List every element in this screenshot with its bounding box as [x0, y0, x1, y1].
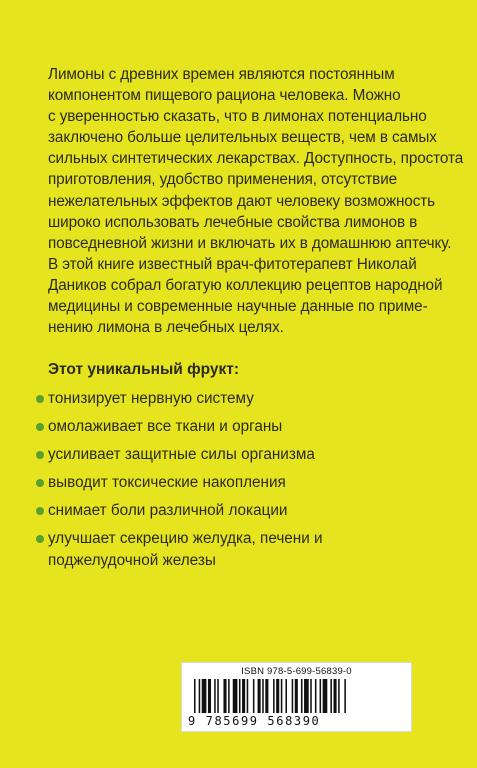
barcode-bar [295, 679, 298, 713]
barcode-bar [292, 679, 294, 713]
bullet-dot-icon [36, 479, 44, 487]
description-line: сильных синтетических лекарствах. Доступность, простота [48, 150, 464, 168]
description-line: приготовления, удобство применения, отсутствие [48, 171, 398, 189]
barcode-bar [233, 679, 238, 713]
isbn-barcode [181, 662, 412, 732]
feature-text: улучшает секрецию желудка, печени и [48, 530, 323, 547]
description-line: повседневной жизни и включать их в домашнюю аптечку. [48, 234, 452, 252]
bullet-dot-icon [36, 451, 44, 459]
barcode-bar [258, 679, 261, 713]
barcode-bar [208, 679, 211, 713]
feature-text: омолаживает все ткани и органы [48, 418, 283, 435]
description-line: Даников собрал богатую коллекцию рецептов народной [48, 276, 443, 294]
barcode-bar [262, 679, 264, 713]
description-line: компонентом пищевого рациона человека. Можно [48, 87, 401, 105]
barcode-bar [199, 679, 201, 713]
barcode-bar [304, 679, 309, 713]
barcode-bar [247, 679, 249, 713]
barcode-bar [323, 679, 328, 713]
bullet-dot-icon [36, 507, 44, 515]
barcode-bar [223, 679, 226, 713]
barcode-bar [214, 679, 216, 713]
description-line: медицины и современные научные данные по приме- [48, 298, 428, 316]
description-line: Лимоны с древних времен являются постоянным [48, 66, 395, 83]
description-line: нению лимона в лечебных целях. [48, 319, 284, 337]
description-line: В этой книге известный врач-фитотерапевт Николай [48, 255, 417, 273]
description-line: широко использовать лечебные свойства лимонов в [48, 213, 418, 231]
barcode-bar [344, 679, 346, 713]
feature-item [36, 415, 282, 439]
feature-item [36, 471, 286, 495]
description-line: с уверенностью сказать, что в лимонах потенциально [48, 108, 427, 126]
barcode-bar [273, 679, 275, 713]
barcode-bar [242, 679, 245, 713]
description-line: заключено больше целительных веществ, чем в самых [48, 129, 437, 147]
feature-item-continuation [36, 549, 216, 573]
feature-item [36, 499, 287, 523]
barcode-bars-icon [192, 679, 401, 713]
barcode-bar [301, 679, 303, 713]
barcode-bar [334, 679, 337, 713]
barcode-bar [338, 679, 340, 713]
barcode-bar [285, 679, 287, 713]
barcode-bar [281, 679, 283, 713]
barcode-bar [217, 679, 219, 713]
feature-text: выводит токсические накопления [48, 474, 286, 491]
barcode-bar [228, 679, 230, 713]
barcode-bar [310, 679, 312, 713]
barcode-bar [253, 679, 255, 713]
description-paragraph [48, 64, 464, 338]
description-line: нежелательных эффектов дают человеку возможность [48, 192, 436, 210]
barcode-bar [265, 679, 268, 713]
barcode-bar [315, 679, 317, 713]
barcode-bar [276, 679, 279, 713]
bullet-dot-icon [36, 395, 44, 403]
features-heading: Этот уникальный фрукт: [48, 361, 240, 378]
barcode-bar [239, 679, 241, 713]
barcode-bar [330, 679, 332, 713]
feature-item [36, 443, 315, 467]
barcode-bar [202, 679, 207, 713]
feature-text: поджелудочной железы [48, 552, 216, 569]
barcode-digits: 9 785699 568390 [188, 714, 321, 728]
feature-item [36, 527, 323, 551]
barcode-bar [320, 679, 322, 713]
feature-item [36, 387, 254, 411]
bullet-dot-icon [36, 423, 44, 431]
feature-text: снимает боли различной локации [48, 502, 288, 519]
feature-text: тонизирует нервную систему [48, 390, 254, 407]
isbn-label: ISBN 978-5-699-56839-0 [241, 666, 352, 677]
bullet-dot-icon [36, 535, 44, 543]
feature-text: усиливает защитные силы организма [48, 446, 315, 463]
barcode-bar [194, 679, 196, 713]
